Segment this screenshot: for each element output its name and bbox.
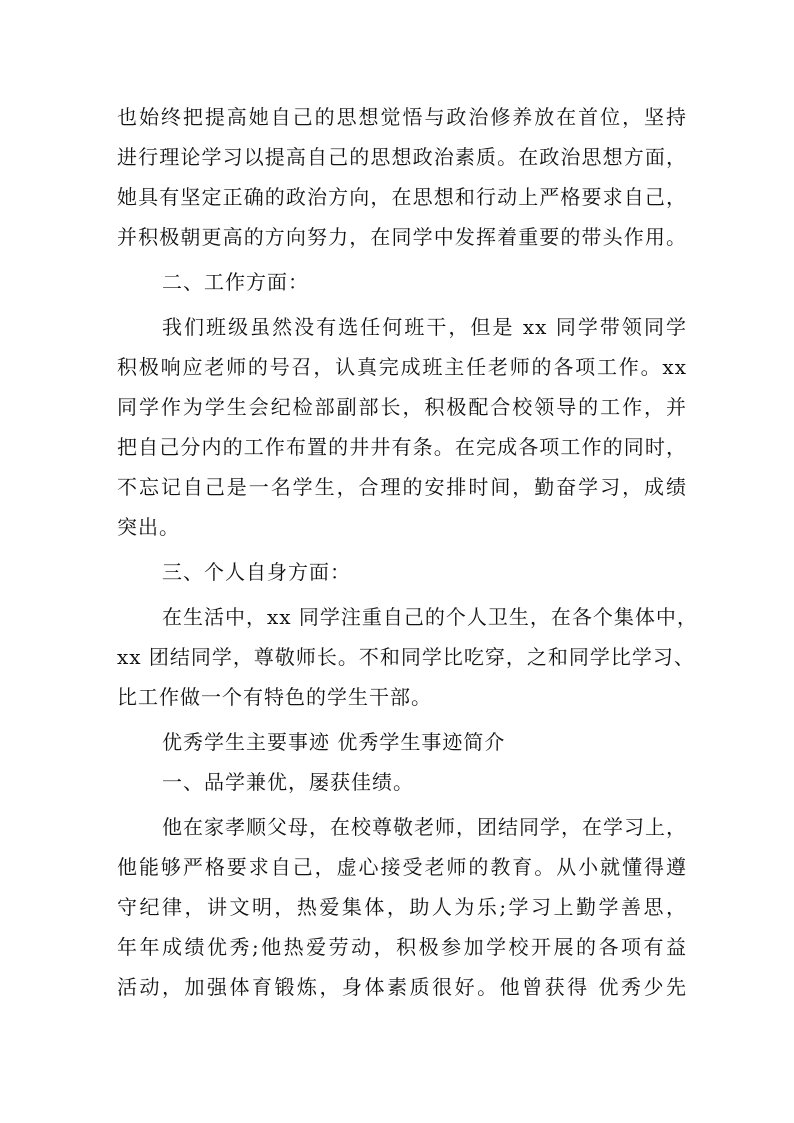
paragraph-line: 他在家孝顺父母，在校尊敬老师，团结同学，在学习上， xyxy=(162,815,687,839)
paragraph-line: 守纪律，讲文明，热爱集体，助人为乐;学习上勤学善思， xyxy=(117,895,687,919)
paragraph-line: 我们班级虽然没有选任何班干，但是 xx 同学带领同学 xyxy=(162,315,687,339)
section-heading-personal: 三、个人自身方面： xyxy=(162,560,351,584)
paragraph-line: 也始终把提高她自己的思想觉悟与政治修养放在首位，坚持 xyxy=(117,105,687,129)
paragraph-line: 他能够严格要求自己，虚心接受老师的教育。从小就懂得遵 xyxy=(117,855,687,879)
paragraph-line: 并积极朝更高的方向努力，在同学中发挥着重要的带头作用。 xyxy=(117,225,687,249)
paragraph-line: 比工作做一个有特色的学生干部。 xyxy=(117,685,432,709)
section-heading-work: 二、工作方面： xyxy=(162,270,309,294)
paragraph-line: 同学作为学生会纪检部副部长，积极配合校领导的工作，并 xyxy=(117,395,687,419)
paragraph-line: 年年成绩优秀;他热爱劳动，积极参加学校开展的各项有益 xyxy=(117,935,687,959)
paragraph-line: 积极响应老师的号召，认真完成班主任老师的各项工作。xx xyxy=(117,355,687,379)
paragraph-line: 活动，加强体育锻炼，身体素质很好。他曾获得 优秀少先 xyxy=(117,975,687,999)
paragraph-line: xx 团结同学，尊敬师长。不和同学比吃穿，之和同学比学习、 xyxy=(117,645,695,669)
paragraph-line: 在生活中，xx 同学注重自己的个人卫生，在各个集体中， xyxy=(162,605,698,629)
paragraph-line: 不忘记自己是一名学生，合理的安排时间，勤奋学习，成绩 xyxy=(117,475,687,499)
paragraph-line: 突出。 xyxy=(117,515,180,539)
paragraph-line: 把自己分内的工作布置的井井有条。在完成各项工作的同时， xyxy=(117,435,687,459)
paragraph-line: 她具有坚定正确的政治方向，在思想和行动上严格要求自己， xyxy=(117,185,687,209)
article-title: 优秀学生主要事迹 优秀学生事迹简介 xyxy=(162,730,506,754)
section-heading-excellence: 一、品学兼优，屡获佳绩。 xyxy=(162,770,414,794)
paragraph-line: 进行理论学习以提高自己的思想政治素质。在政治思想方面， xyxy=(117,145,687,169)
